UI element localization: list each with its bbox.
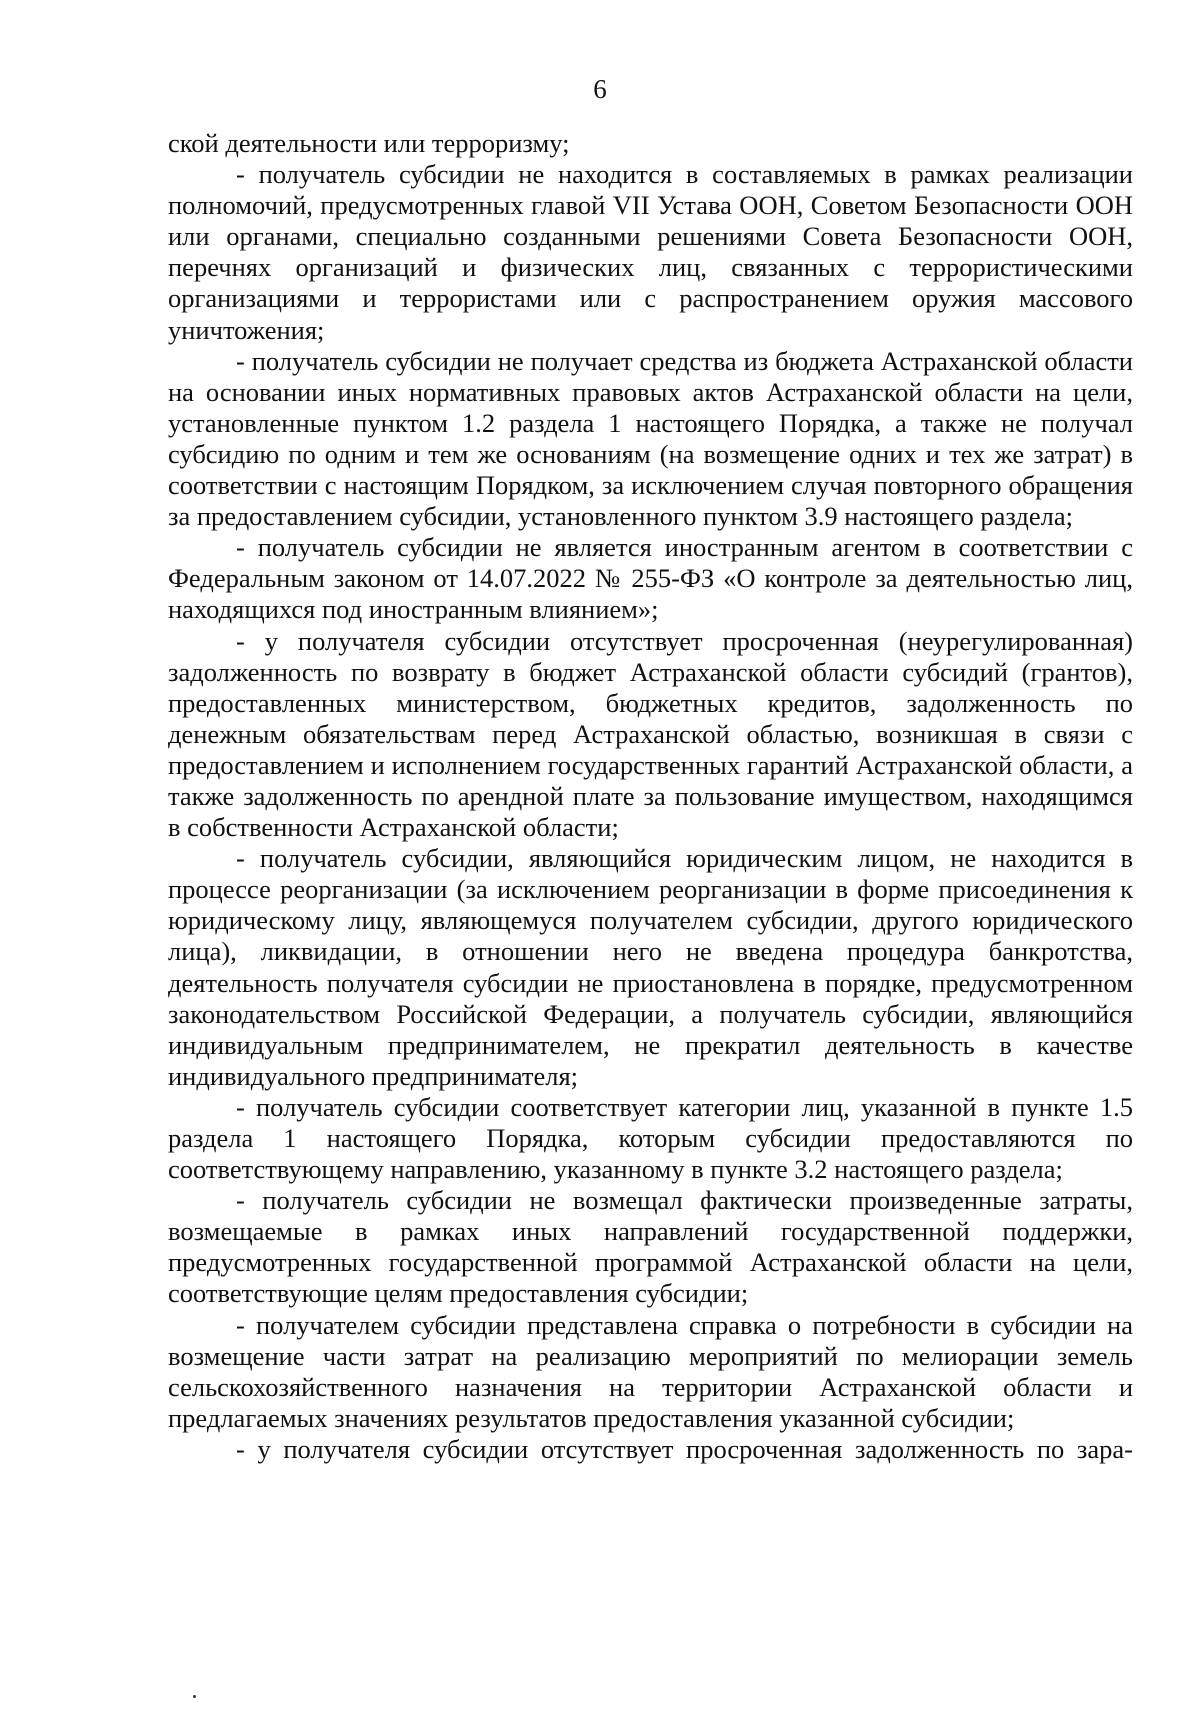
paragraph-wage-debt: - у получателя субсидии отсутствует просроченная задолженность по зара-	[236, 1433, 1133, 1464]
paragraph-continuation: ской деятельности или терроризму;	[168, 128, 570, 158]
paragraph-category-match: - получатель субсидии соответствует категории лиц, указанной в пункте 1.5 раздела 1 настоящего Порядка, которым субсидии предоставляются по соответствующему направлению, указанному в пункте 3.2 настоящего раздела;	[168, 1091, 1133, 1185]
paragraph-no-other-budget-funds: - получатель субсидии не получает средства из бюджета Астраханской области на основании иных нормативных правовых актов Астраханской области на цели, установленные пунктом 1.2 раздела 1 настоящего Порядка, а также не получал субсидию по одним и тем же основаниям (на возмещение одних и тех же затрат) в соответствии с настоящим Порядком, за исключением случая повторного обращения за предоставлением субсидии, установленного пунктом 3.9 настоящего раздела;	[168, 345, 1133, 532]
paragraph-no-overdue-debt: - у получателя субсидии отсутствует просроченная (неурегулированная) задолженность по возврату в бюджет Астраханской области субсидий (грантов), предоставленных министерством, бюджетных кредитов, задолженность по денежным обязательствам перед Астраханской областью, возникшая в связи с предоставлением и исполнением государственных гарантий Астраханской области, а также задолженность по арендной плате за пользование имуществом, находящимся в собственности Астраханской области;	[168, 625, 1133, 843]
paragraph-no-double-compensation: - получатель субсидии не возмещал фактически произведенные затраты, возмещаемые в рамках иных направлений государственной поддержки, предусмотренных государственной программой Астраханской области на цели, соответствующие целям предоставления субсидии;	[168, 1185, 1133, 1309]
document-body	[168, 128, 1133, 1465]
paragraph-not-in-reorganization: - получатель субсидии, являющийся юридическим лицом, не находится в процессе реорганизации (за исключением реорганизации в форме присоединения к юридическому лицу, являющемуся получателем субсидии, другого юридического лица), ликвидации, в отношении него не введена процедура банкротства, деятельность получателя субсидии не приостановлена в порядке, предусмотренном законодательством Российской Федерации, а получатель субсидии, являющийся индивидуальным предпринимателем, не прекратил деятельность в качестве индивидуального предпринимателя;	[168, 843, 1133, 1091]
paragraph-need-certificate: - получателем субсидии представлена справка о потребности в субсидии на возмещение части затрат на реализацию мероприятий по мелиорации земель сельскохозяйственного назначения на территории Астраханской области и предлагаемых значениях результатов предоставления указанной субсидии;	[168, 1309, 1133, 1433]
scan-artifact-dot	[193, 1695, 196, 1698]
paragraph-not-foreign-agent: - получатель субсидии не является иностранным агентом в соответствии с Федеральным законом от 14.07.2022 № 255-ФЗ «О контроле за деятельностью лиц, находящихся под иностранным влиянием»;	[168, 532, 1133, 625]
paragraph-un-sanctions-list: - получатель субсидии не находится в составляемых в рамках реализации полномочий, предусмотренных главой VII Устава ООН, Советом Безопасности ООН или органами, специально созданными решениями Совета Безопасности ООН, перечнях организаций и физических лиц, связанных с террористическими организациями и террористами или с распространением оружия массового уничтожения;	[168, 159, 1133, 345]
page-number: 6	[593, 74, 607, 104]
